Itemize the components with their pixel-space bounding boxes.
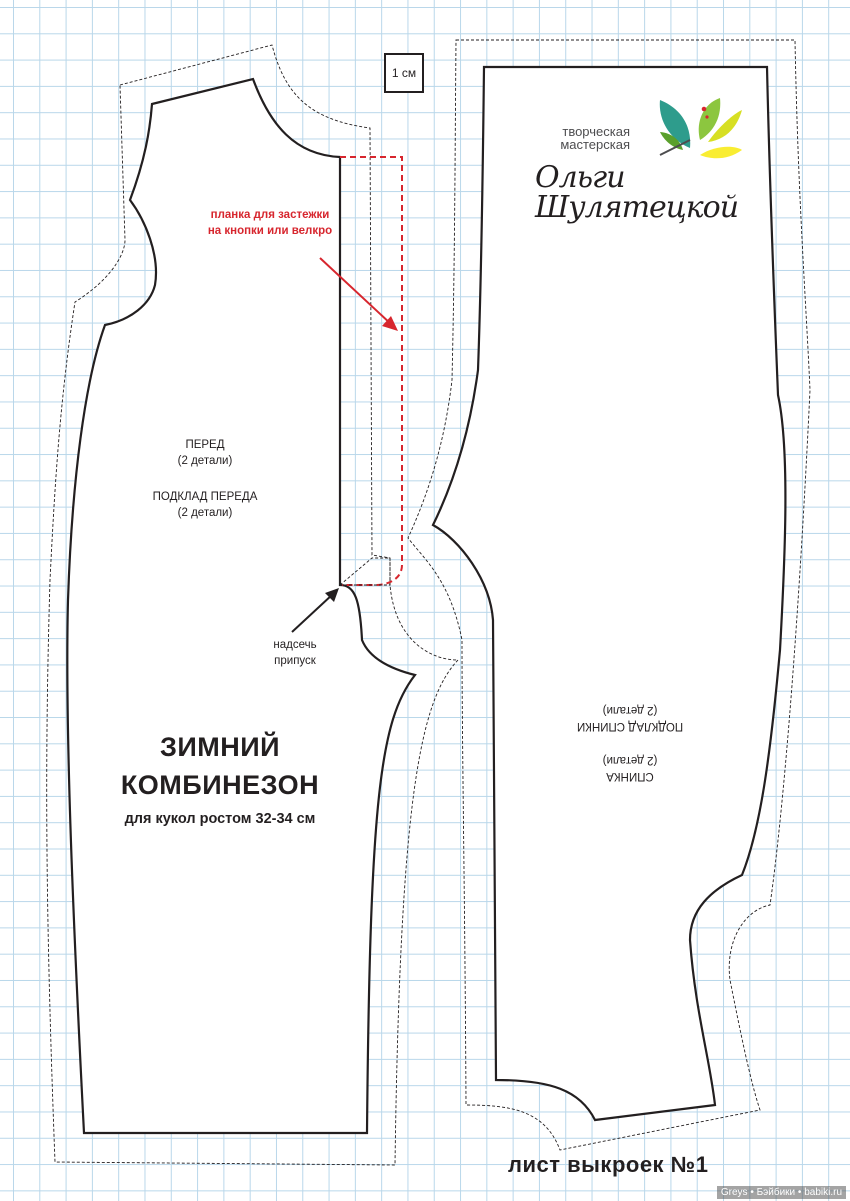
- plank-note: [190, 207, 350, 239]
- back-lining-count: (2 детали): [602, 704, 658, 716]
- back-count: (2 детали): [602, 754, 658, 766]
- back-lining-label: ПОДКЛАД СПИНКИ: [576, 720, 684, 732]
- logo-script-name: Ольги Шулятецкой: [535, 160, 739, 225]
- scale-reference-box: [384, 53, 424, 93]
- plank-note-line2: на кнопки или велкро: [207, 225, 333, 237]
- logo-line1: творческая: [562, 124, 630, 139]
- title-subtitle: для кукол ростом 32-34 см: [124, 811, 316, 827]
- scale-label: 1 см: [391, 66, 417, 80]
- title-line2: КОМБИНЕЗОН: [120, 770, 320, 800]
- front-piece-labels: [130, 437, 280, 521]
- back-piece-labels: [560, 702, 700, 784]
- notch-cut: [340, 558, 390, 585]
- workshop-logo: [525, 95, 755, 235]
- sheet-title: лист выкроек №1: [508, 1152, 709, 1177]
- notch-line1: надсечь: [273, 639, 317, 651]
- title-line1: ЗИМНИЙ: [159, 732, 281, 762]
- front-lining-label: ПОДКЛАД ПЕРЕДА: [152, 491, 258, 503]
- logo-line2: мастерская: [560, 137, 630, 152]
- notch-labels: [255, 637, 335, 669]
- plank-note-line1: планка для застежки: [210, 209, 330, 221]
- site-watermark: Greys • Бэйбики • babiki.ru: [717, 1186, 846, 1199]
- notch-line2: припуск: [274, 655, 316, 667]
- front-count: (2 детали): [177, 455, 233, 467]
- pattern-title-block: [90, 728, 350, 830]
- front-label: ПЕРЕД: [185, 439, 225, 451]
- front-lining-count: (2 детали): [177, 507, 233, 519]
- back-label: СПИНКА: [606, 770, 654, 782]
- logo-caption: [528, 125, 630, 151]
